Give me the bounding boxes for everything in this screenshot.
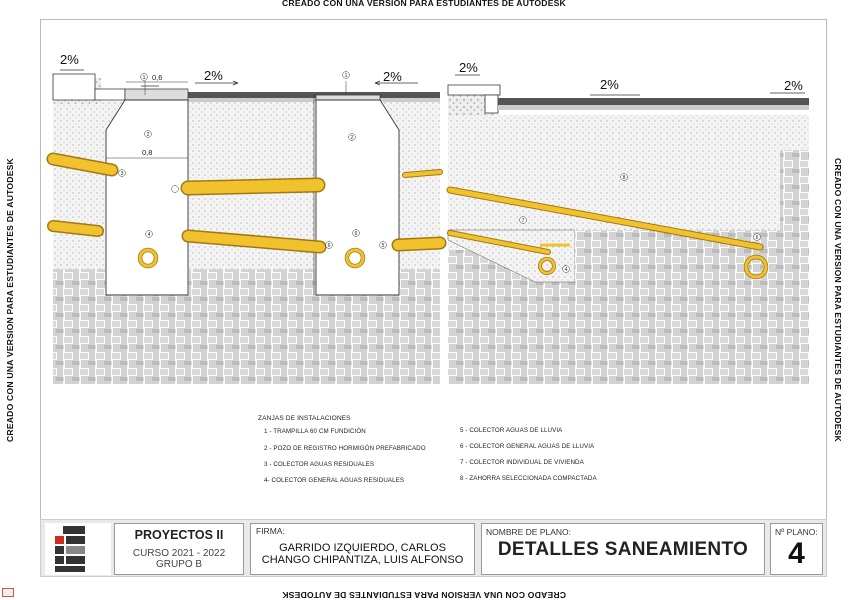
- dimension-label: 0,6: [152, 73, 163, 82]
- marker: 4: [147, 232, 151, 238]
- legend-item: 2 - POZO DE REGISTRO HORMIGÓN PREFABRICADO: [264, 445, 426, 452]
- dimension-label: 0,8: [142, 148, 153, 157]
- marker: 6: [354, 231, 358, 237]
- legend-item: 8 - ZAHORRA SELECCIONADA COMPACTADA: [460, 475, 597, 482]
- watermark-left: CREADO CON UNA VERSION PARA ESTUDIANTES DE AUTODESK: [5, 158, 15, 442]
- project-title: PROYECTOS II: [134, 528, 224, 542]
- marker: 7: [521, 218, 525, 224]
- marker: 5: [381, 243, 385, 249]
- legend-item: 6 - COLECTOR GENERAL AGUAS DE LLUVIA: [460, 443, 595, 450]
- marker: 2: [146, 132, 150, 138]
- marker: 1: [142, 75, 146, 81]
- marker: 3: [120, 171, 124, 177]
- plan-number-box: [770, 523, 823, 575]
- marker: 8: [622, 175, 626, 181]
- legend-item: 7 - COLECTOR INDIVIDUAL DE VIVIENDA: [460, 459, 584, 466]
- course-label: CURSO 2021 - 2022: [132, 548, 226, 559]
- firma-label: FIRMA:: [256, 526, 285, 536]
- stamp-icon: [2, 588, 14, 597]
- right-section: [448, 75, 809, 384]
- watermark-top: CREADO CON UNA VERSION PARA ESTUDIANTES DE AUTODESK: [282, 0, 566, 8]
- legend-item: 5 - COLECTOR AGUAS DE LLUVIA: [460, 427, 563, 434]
- group-label: GRUPO B: [155, 559, 203, 570]
- marker: 2: [350, 135, 354, 141]
- legend-item: 1 - TRAMPILLA 60 CM FUNDICIÓN: [264, 428, 366, 435]
- plan-name: DETALLES SANEAMIENTO: [497, 539, 749, 560]
- slope-label: 2%: [784, 78, 803, 93]
- slope-label: 2%: [60, 52, 79, 67]
- watermark-bottom: CREADO CON UNA VERSION PARA ESTUDIANTES DE AUTODESK: [282, 590, 566, 600]
- author-name: CHANGO CHIPANTIZA, LUIS ALFONSO: [261, 554, 464, 566]
- plan-number: 4: [788, 537, 805, 570]
- plan-number-label: Nº PLANO:: [775, 527, 818, 537]
- slope-label: 2%: [600, 77, 619, 92]
- slope-label: 2%: [459, 60, 478, 75]
- logo-box: [45, 523, 111, 575]
- plan-name-label: NOMBRE DE PLANO:: [486, 527, 572, 537]
- marker: 6: [327, 243, 331, 249]
- signature-box: [250, 523, 475, 575]
- slope-label: 2%: [383, 69, 402, 84]
- plan-name-box: [481, 523, 765, 575]
- legend-item: 4- COLECTOR GENERAL AGUAS RESIDUALES: [264, 477, 405, 484]
- marker: 1: [344, 73, 348, 79]
- slope-label: 2%: [204, 68, 223, 83]
- watermark-right: CREADO CON UNA VERSION PARA ESTUDIANTES DE AUTODESK: [833, 158, 843, 442]
- marker: 4: [564, 267, 568, 273]
- legend-item: 3 - COLECTOR AGUAS RESIDUALES: [264, 461, 375, 468]
- school-logo-icon: [45, 523, 111, 575]
- author-name: GARRIDO IZQUIERDO, CARLOS: [279, 542, 446, 554]
- marker: 6: [755, 235, 759, 241]
- project-box: [114, 523, 244, 575]
- left-section: [53, 70, 440, 384]
- legend-title: ZANJAS DE INSTALACIONES: [258, 415, 351, 422]
